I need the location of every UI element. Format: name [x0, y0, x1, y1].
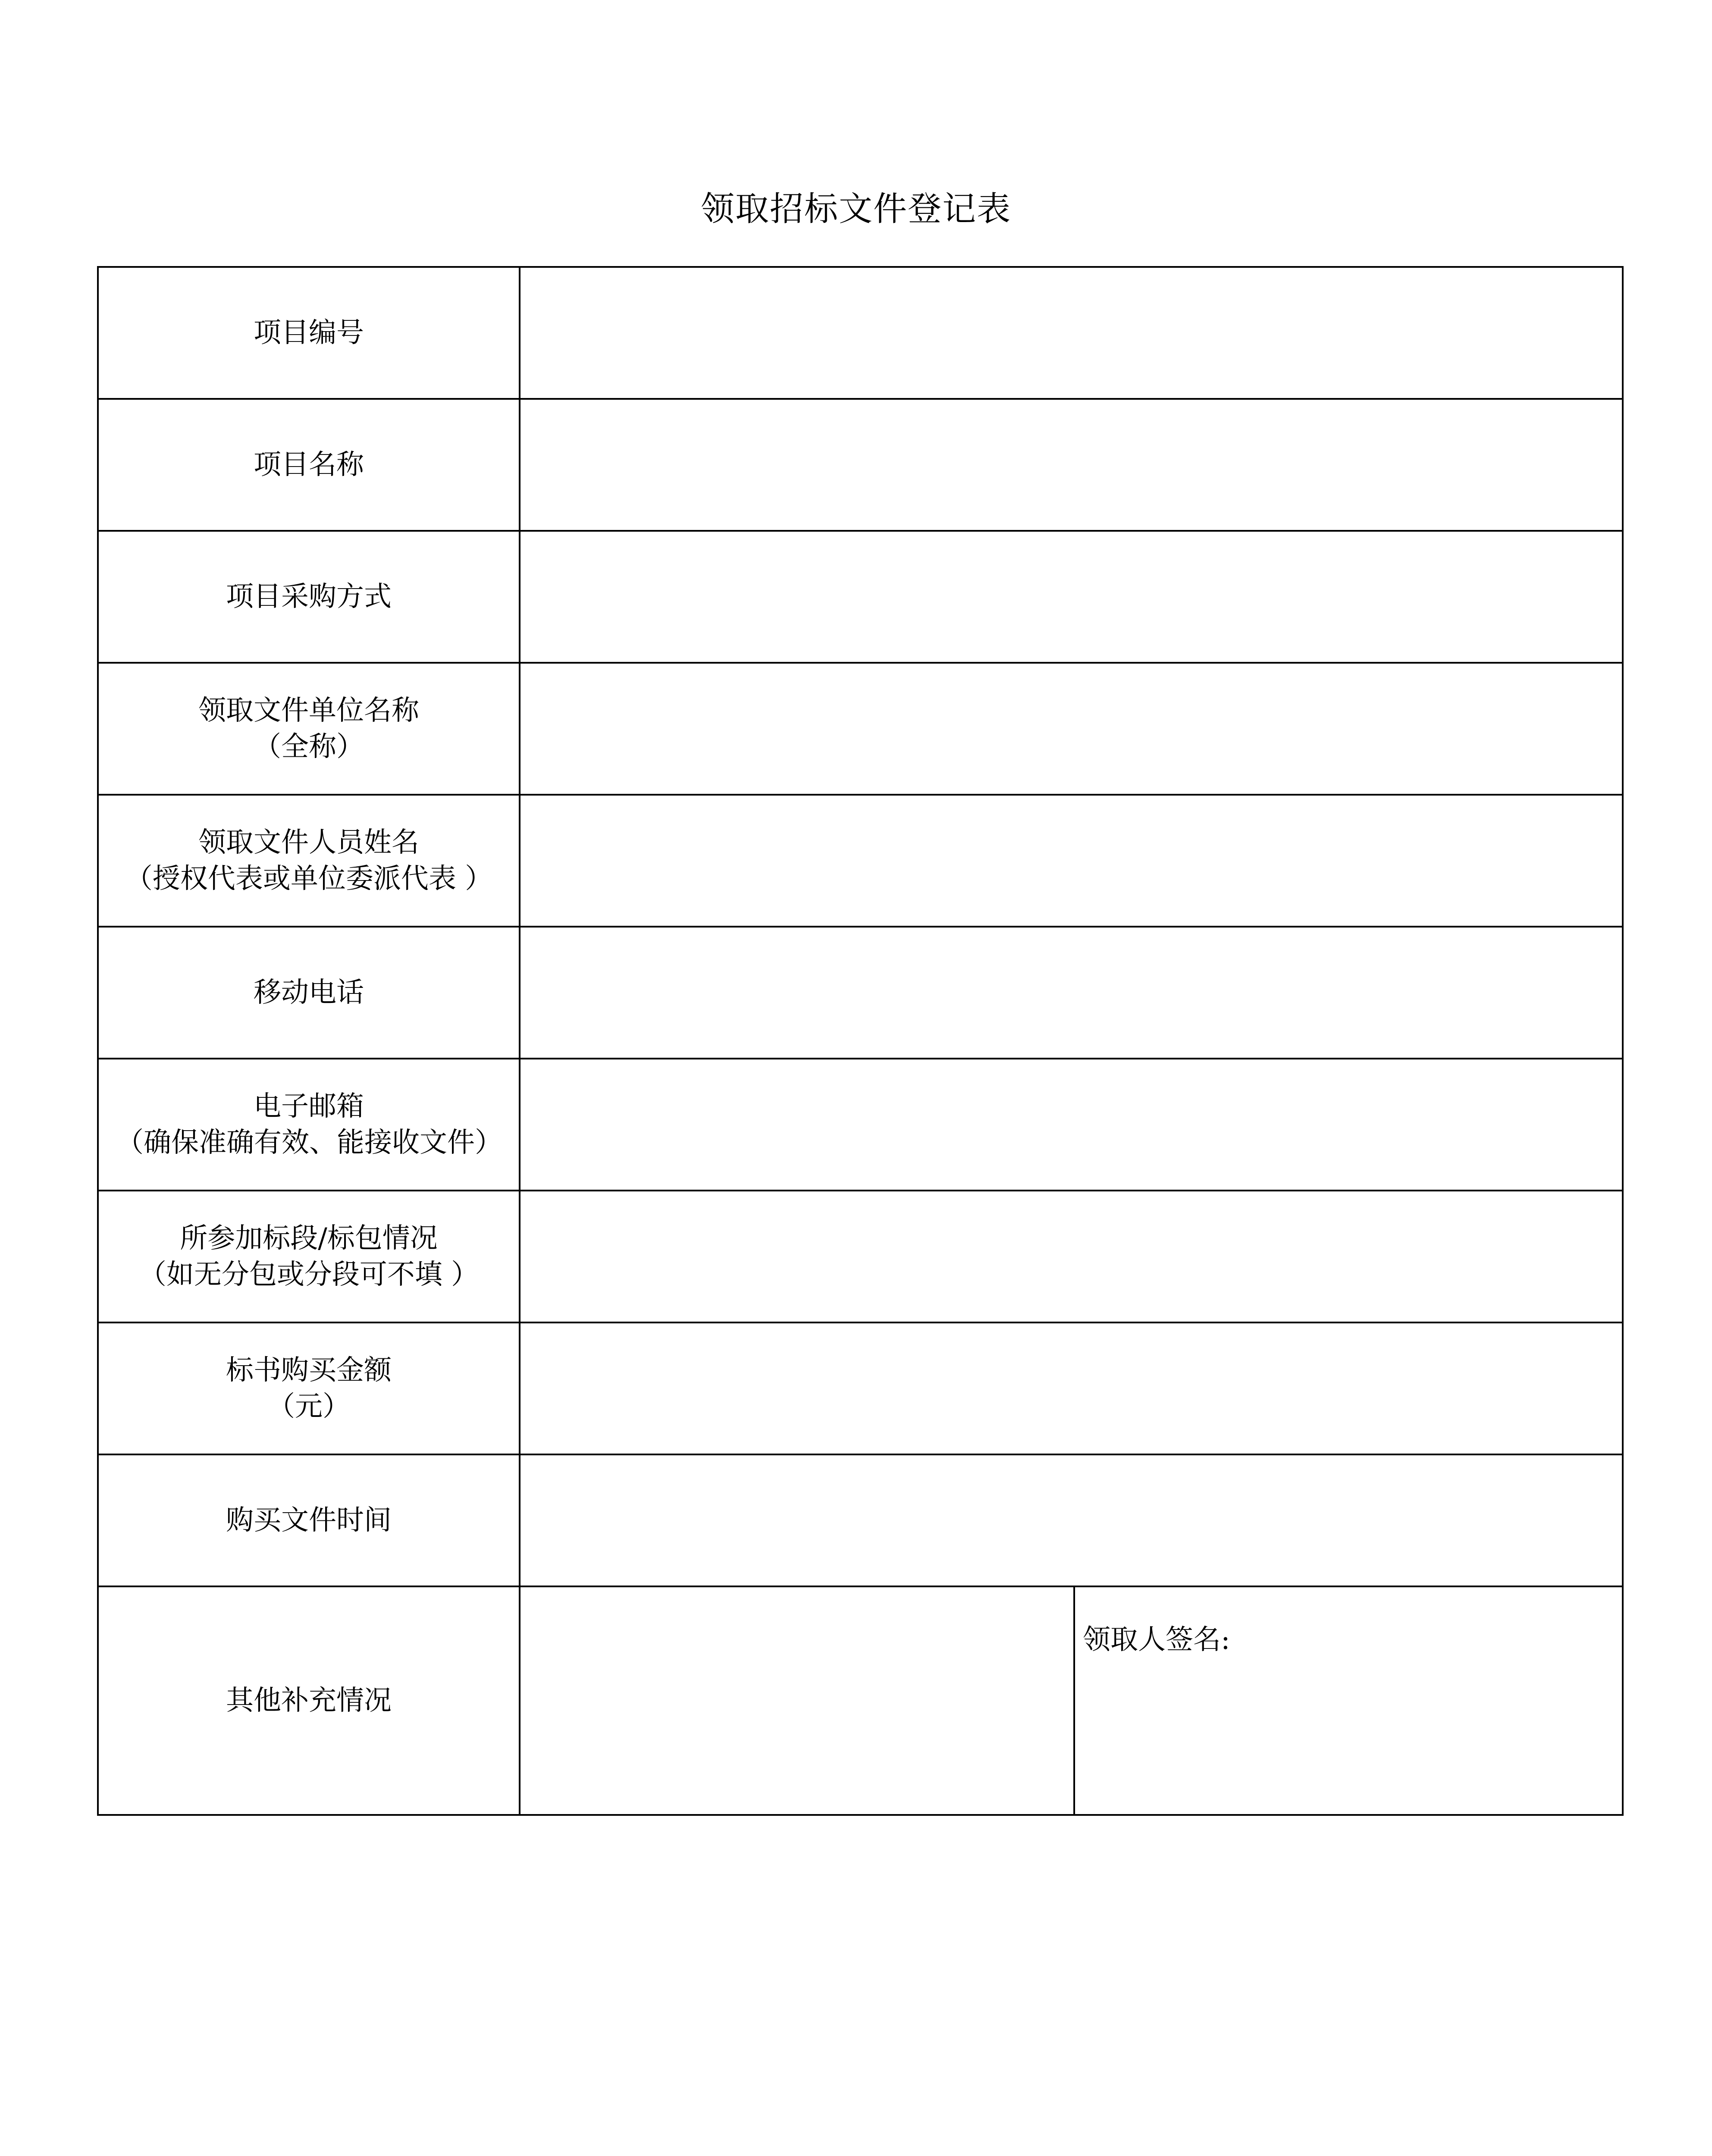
form-row-purchase-time — [98, 1454, 1623, 1586]
form-row-other-info — [98, 1586, 1623, 1815]
form-row-email — [98, 1059, 1623, 1191]
field-label-note: （如无分包或分段可不填 ） — [138, 1259, 479, 1291]
mobile-phone-field[interactable] — [520, 927, 1623, 1059]
form-row-purchase-amount — [98, 1322, 1623, 1454]
registration-form-table — [97, 266, 1624, 1816]
field-label-text: 电子邮箱 — [254, 1091, 364, 1122]
field-label — [98, 1322, 520, 1454]
project-number-field[interactable] — [520, 267, 1623, 399]
email-field[interactable] — [520, 1059, 1623, 1191]
field-label — [98, 927, 520, 1059]
field-label-text: 购买文件时间 — [226, 1504, 392, 1536]
form-row-lot-package — [98, 1191, 1623, 1322]
form-row-company-name — [98, 663, 1623, 795]
lot-package-field[interactable] — [520, 1191, 1623, 1322]
form-body — [98, 267, 1623, 1815]
field-label-text: 领取文件人员姓名 — [198, 827, 419, 859]
field-label-text: 移动电话 — [254, 977, 364, 1009]
field-label — [98, 1454, 520, 1586]
project-name-field[interactable] — [520, 399, 1623, 531]
form-title: 领取招标文件登记表 — [700, 190, 1011, 229]
field-label-text: 其他补充情况 — [226, 1685, 392, 1717]
field-label-text: 项目编号 — [254, 317, 364, 349]
procurement-method-field[interactable] — [520, 531, 1623, 663]
field-label-text: 项目采购方式 — [226, 581, 392, 613]
form-row-mobile-phone — [98, 927, 1623, 1059]
field-label — [98, 267, 520, 399]
form-row-procurement-method — [98, 531, 1623, 663]
form-row-project-number — [98, 267, 1623, 399]
field-label-note: （确保准确有效、能接收文件） — [116, 1127, 502, 1159]
signature-field[interactable] — [1074, 1586, 1623, 1815]
field-label-note: （元） — [267, 1391, 350, 1423]
other-info-field[interactable] — [520, 1586, 1074, 1815]
field-label — [98, 1191, 520, 1322]
field-label — [98, 1059, 520, 1191]
field-label — [98, 399, 520, 531]
form-row-representative-name — [98, 795, 1623, 927]
field-label-note: （授权代表或单位委派代表 ） — [125, 863, 493, 895]
field-label — [98, 663, 520, 795]
field-label-text: 项目名称 — [254, 449, 364, 481]
field-label-text: 领取文件单位名称 — [198, 695, 419, 727]
signature-label: 领取人签名: — [1083, 1624, 1230, 1656]
field-label-text: 所参加标段/标包情况 — [180, 1222, 438, 1254]
field-label — [98, 795, 520, 927]
company-name-field[interactable] — [520, 663, 1623, 795]
form-row-project-name — [98, 399, 1623, 531]
purchase-amount-field[interactable] — [520, 1322, 1623, 1454]
field-label — [98, 531, 520, 663]
purchase-time-field[interactable] — [520, 1454, 1623, 1586]
field-label-note: （全称） — [254, 731, 364, 763]
field-label-text: 标书购买金额 — [226, 1354, 392, 1386]
field-label — [98, 1586, 520, 1815]
representative-name-field[interactable] — [520, 795, 1623, 927]
